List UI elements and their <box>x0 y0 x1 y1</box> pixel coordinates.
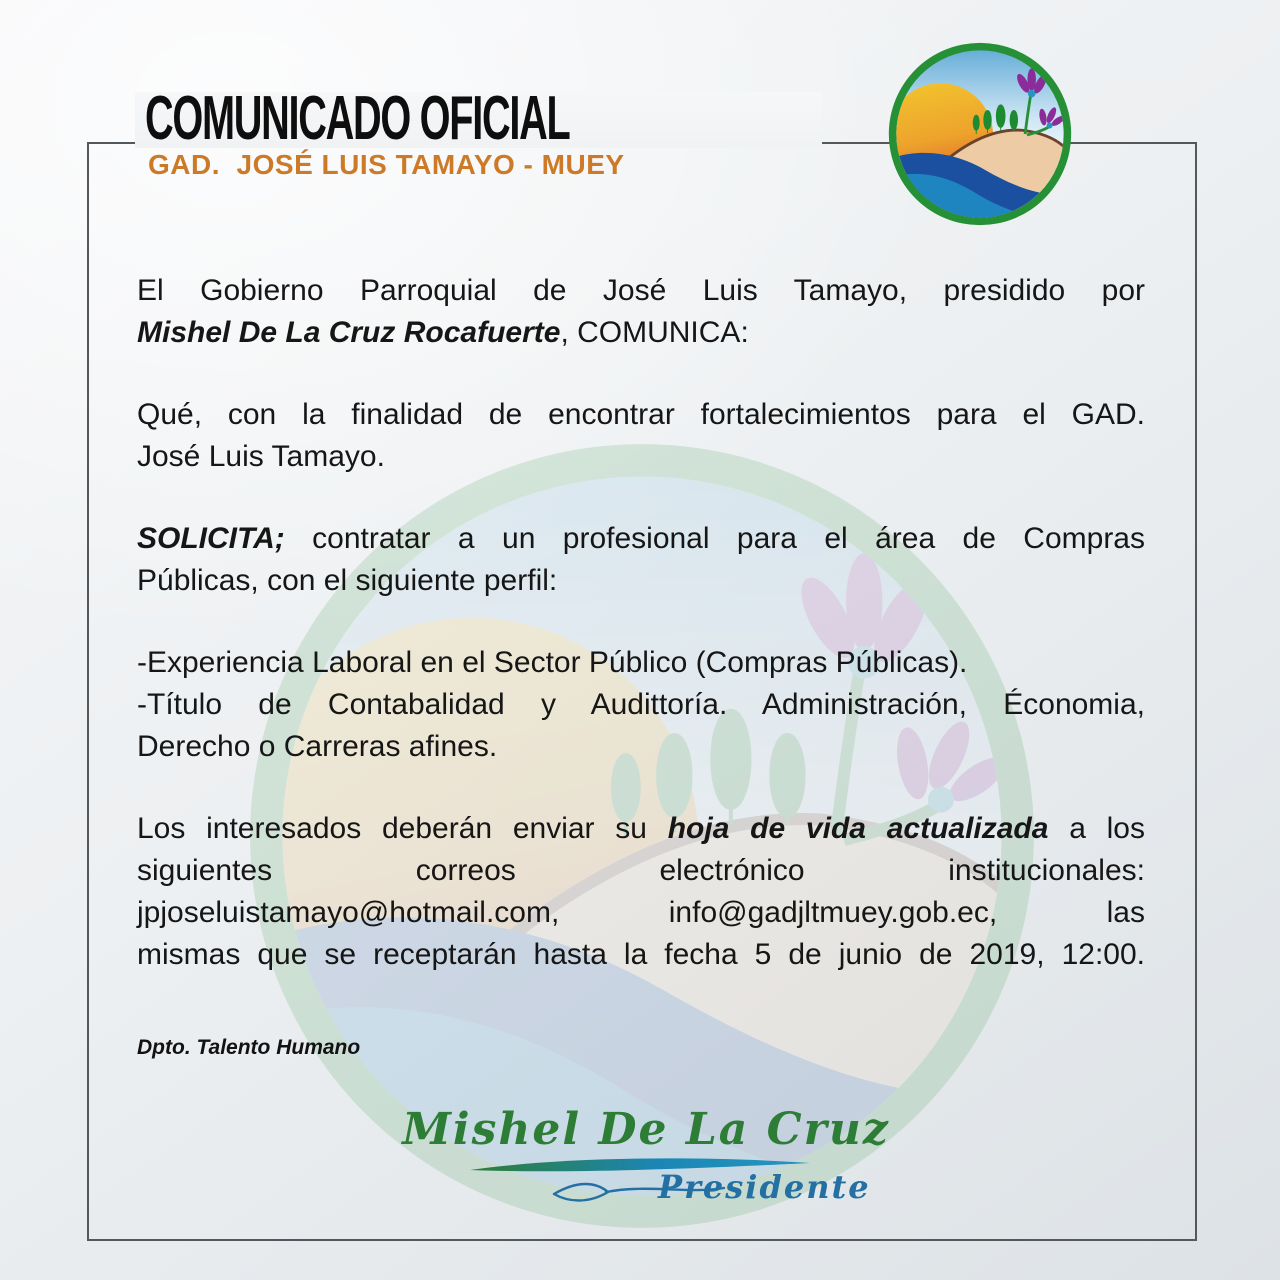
doc-line <box>137 726 1145 768</box>
doc-text: Derecho o Carreras afines. <box>137 730 498 763</box>
doc-text: -Experiencia Laboral en el Sector Público (Compras Públicas). <box>137 646 968 679</box>
signature-role: Presidente <box>658 1168 871 1206</box>
page-title: COMUNICADO OFICIAL <box>145 84 570 153</box>
doc-text: Los interesados deberán enviar su <box>137 812 668 845</box>
doc-text: El Gobierno Parroquial de José Luis Tamayo, presidido por <box>137 274 1145 307</box>
header-subtitle: GAD. JOSÉ LUIS TAMAYO - MUEY <box>148 149 625 180</box>
paragraph-request <box>137 518 1145 602</box>
doc-text: contratar a un profesional para el área de Compras <box>284 522 1145 555</box>
doc-line <box>137 436 1145 478</box>
doc-text: Qué, con la finalidad de encontrar fortalecimientos para el GAD. <box>137 398 1145 431</box>
doc-text: José Luis Tamayo. <box>137 440 385 473</box>
paragraph-purpose <box>137 394 1145 478</box>
org-logo <box>886 40 1074 228</box>
doc-line <box>137 270 1145 312</box>
doc-emphasis-text: hoja de vida actualizada <box>667 812 1049 845</box>
doc-text: Públicas, con el siguiente perfil: <box>137 564 558 597</box>
doc-text: jpjoseluistamayo@hotmail.com, info@gadjltmuey.gob.ec, las <box>137 896 1145 929</box>
doc-line <box>137 642 1145 684</box>
doc-line <box>137 934 1145 976</box>
document-body <box>137 270 1145 1016</box>
paragraph-application <box>137 808 1145 976</box>
doc-emphasis-text: Mishel De La Cruz Rocafuerte <box>137 316 561 349</box>
doc-line <box>137 394 1145 436</box>
doc-text: mismas que se receptarán hasta la fecha 5 de junio de 2019, 12:00. <box>137 938 1145 971</box>
doc-emphasis-text: SOLICITA; <box>137 522 285 555</box>
doc-line <box>137 850 1145 892</box>
doc-text: siguientes correos electrónico institucionales: <box>137 854 1145 887</box>
doc-line <box>137 312 1145 354</box>
doc-text: , COMUNICA: <box>560 316 749 349</box>
doc-line <box>137 518 1145 560</box>
doc-line <box>137 808 1145 850</box>
doc-text: a los <box>1048 812 1145 845</box>
doc-line <box>137 684 1145 726</box>
signature-name: Mishel De La Cruz <box>402 1104 890 1155</box>
title-band <box>135 84 822 153</box>
doc-line <box>137 560 1145 602</box>
paragraph-requirements <box>137 642 1145 768</box>
doc-line <box>137 892 1145 934</box>
paragraph-intro <box>137 270 1145 354</box>
doc-text: -Título de Contabalidad y Audittoría. Administración, Économia, <box>137 688 1145 721</box>
department-note: Dpto. Talento Humano <box>137 1036 361 1059</box>
